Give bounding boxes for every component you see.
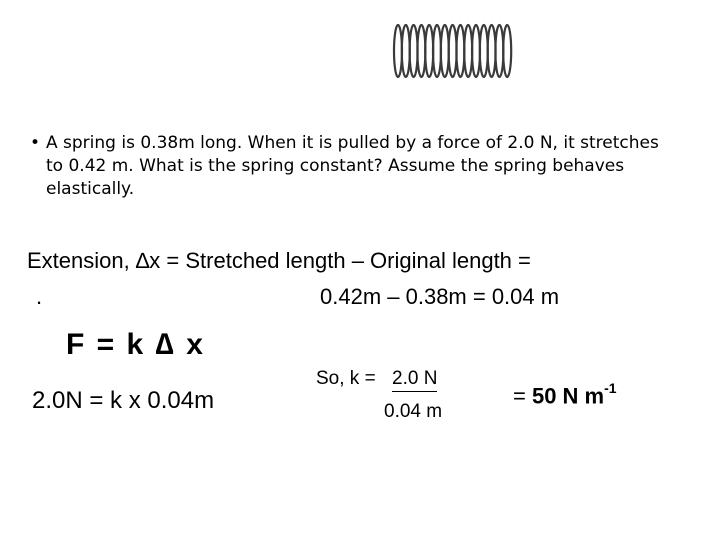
fraction-numerator: 2.0 N — [392, 368, 437, 392]
question-text — [30, 132, 680, 201]
bullet: • — [30, 133, 41, 153]
result-equals: = — [513, 383, 532, 409]
result — [513, 382, 617, 409]
extension-dot: . — [36, 284, 43, 309]
hookes-law-formula: F = k ∆ x — [66, 328, 205, 361]
extension-calculation: 0.42m – 0.38m = 0.04 m — [320, 284, 560, 309]
result-value: 50 N m — [531, 383, 605, 409]
coil-spring-icon — [386, 20, 526, 82]
substitution-equation: 2.0N = k x 0.04m — [32, 387, 215, 414]
solve-prefix: So, k = — [316, 368, 376, 389]
fraction-denominator: 0.04 m — [384, 401, 443, 422]
question-body: A spring is 0.38m long. When it is pulled by a force of 2.0 N, it stretches to 0.42 m. What is the spring constant? Assume the spring behaves elastically. — [46, 133, 659, 199]
extension-definition: Extension, ∆x = Stretched length – Original length = — [27, 248, 531, 273]
result-exponent: -1 — [604, 380, 617, 396]
